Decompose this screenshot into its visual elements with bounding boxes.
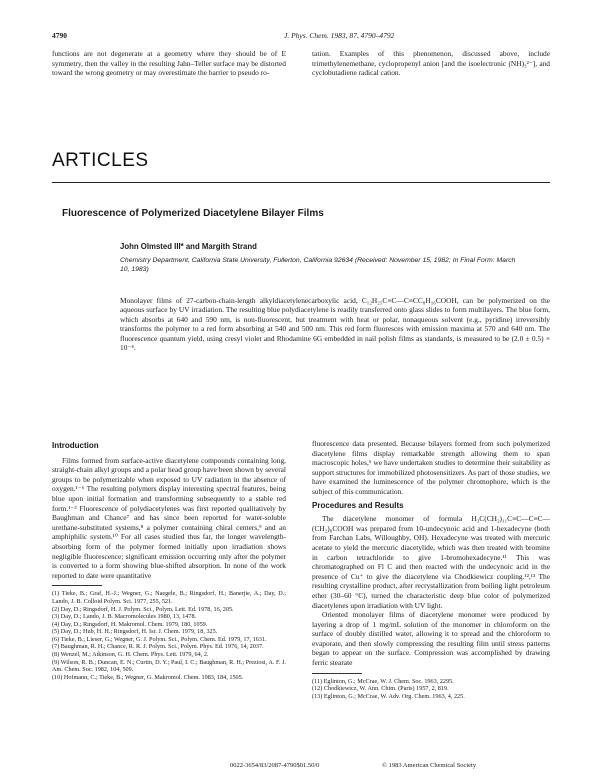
reference-item: (1) Tieke, B.; Graf, H.-J.; Wegner, G.; Naegele, B.; Ringsdorf, H.; Banerjie, A.; Day, D.; Lando, J. B. Colloid Polym. Sci. 1977, 255, 521. <box>52 590 286 605</box>
previous-article-text-right: tation. Examples of this phenomenon, discussed above, include trimethylenemethane, cyclopropenyl anion [and the isoelectronic (NH)₃²⁻], and cyclobutadiene radical cation. <box>312 49 550 78</box>
section-rule <box>52 182 550 183</box>
previous-article-left-column <box>52 49 286 78</box>
article-authors: John Olmsted III* and Margith Strand <box>120 242 257 251</box>
reference-item: (11) Eglinton, G.; McCrae, W. J. Chem. Soc. 1963, 2295. <box>312 677 454 685</box>
journal-citation: J. Phys. Chem. 1983, 87, 4790–4792 <box>284 31 395 40</box>
introduction-continuation: fluorescence data presented. Because bilayers formed from such polymerized diacetylene films display remarkable strength allowing them to span macroscopic holes,⁵ we have undertaken studies to determine their suitability as support structures for immobilized photosensitizers. As part of those studies, we have examined the luminescence of the polymer chromophore, which is the subject of this communication. <box>312 439 550 496</box>
section-label: ARTICLES <box>52 150 149 171</box>
article-affiliation: Chemistry Department, California State University, Fullerton, California 92634 (Received: November 15, 1982; In Final Form: March 10, 1983) <box>120 257 516 273</box>
reference-item: (10) Hofmann, C.; Tieke, B.; Wegner, G. Makromol. Chem. 1983, 184, 1505. <box>52 673 244 681</box>
reference-item: (9) Wilson, R. B.; Duncan, E. N.; Curtin, D. Y.; Paul, I. C.; Baughman, R. H.; Preziosi, A. F. J. Am. Chem. Soc. 1982, 104, 509. <box>52 658 286 674</box>
references-rule <box>52 585 102 586</box>
article-title: Fluorescence of Polymerized Diacetylene Bilayer Films <box>62 208 324 219</box>
procedures-paragraph-1: The diacetylene monomer of formula H₃C(CH₂)₁₁C≡C—C≡C—(CH₂)₈COOH was prepared from 10-undecynoic acid and 1-hexadecyne (both from Farchan Labs, Willoughby, OH). Hexadecyne was treated with mercuric acetate to yield the mercuric diacetylide, which was then treated with bromine in carbon tetrachloride to give 1-bromohexadecyne.¹¹ This was chromatographed on Fl C and then reacted with the undecynoic acid in the presence of Cu⁺ to give the diacetylene via Chodkiewicz coupling.¹²,¹³ The resulting crystalline product, after recrystallization from boiling light petroleum ether (30–60 °C), turned the characteristic deep blue color of polymerized diacetylenes upon irradiation with UV light. <box>312 514 550 610</box>
reference-item: (4) Day, D.; Ringsdorf, H. Makromol. Chem. 1979, 180, 1059. <box>52 620 208 628</box>
reference-item: (3) Day, D.; Lando, J. B. Macromolecules 1980, 13, 1478. <box>52 613 197 621</box>
procedures-heading: Procedures and Results <box>312 500 404 510</box>
procedures-paragraph-2: Oriented monolayer films of diacetylene monomer were produced by layering a drop of 1 mg/mL solution of the monomer in chloroform on the surface of doubly distilled water, allowing it to spread and the chloroform to evaporate, and then slowly compressing the resulting film until stress patterns began to appear on the surface. Compression was accomplished by drawing ferric stearate <box>312 610 550 668</box>
references-rule-right <box>312 673 362 674</box>
reference-item: (7) Baughman, R. H.; Chance, R. R. J. Polym. Sci., Polym. Phys. Ed. 1976, 14, 2037. <box>52 643 264 651</box>
previous-article-text-left: functions are not degenerate at a geometry where they should be of E symmetry, then the valley in the resulting Jahn–Teller surface may be distorted toward the wrong geometry or may overestimate the barrier to pseudo ro- <box>52 49 286 78</box>
references-right <box>312 678 550 701</box>
right-column <box>312 439 550 700</box>
introduction-paragraph: Films formed from surface-active diacetylene compounds containing long, straight-chain alkyl groups and a polar head group have been shown by several groups to be polymerizable when exposed to UV radiation in the absence of oxygen.¹⁻⁶ The resulting polymers display interesting spectral features, being blue upon initial formation and transforming subsequently to a stable red form.¹⁻³ Fluorescence of polydiacetylenes was first reported qualitatively by Baughman and Chance⁷ and has since been reported for water-soluble urethane-substituted systems,⁸ a polymer containing chiral centers,⁹ and an amphiphilic system.¹⁰ For all cases studied thus far, the longer wavelength-absorbing form of the polymer formed initially upon irradiation shows negligible fluorescence; significant emission occurring only after the polymer is converted to a form showing blue-shifted absorption. In none of the work reported to date were quantitative <box>52 455 286 580</box>
reference-item: (6) Tieke, B.; Lieser, G.; Wegner, G. J. Polym. Sci., Polym. Chem. Ed. 1979, 17, 1631. <box>52 635 267 643</box>
reference-item: (8) Wenzel, M.; Atkinson, G. H. Chem. Phys. Lett. 1979, 64, 2. <box>52 651 209 659</box>
reference-item: (5) Day, D.; Hub, H. H.; Ringsdorf, H. Isr. J. Chem. 1979, 18, 325. <box>52 628 218 636</box>
page-number: 4790 <box>52 31 67 40</box>
previous-article-right-column <box>312 49 550 78</box>
left-column <box>52 441 286 681</box>
copyright-notice: © 1983 American Chemical Society <box>382 762 477 769</box>
running-header <box>52 31 550 43</box>
reference-item: (13) Eglinton, G.; McCrae, W. Adv. Org. Chem. 1963, 4, 225. <box>312 692 465 700</box>
reference-item: (12) Chodkiewicz, W. Ann. Chim. (Paris) 1957, 2, 819. <box>312 685 449 693</box>
reference-item: (2) Day, D.; Ringsdorf, H. J. Polym. Sci., Polym. Lett. Ed. 1978, 16, 205. <box>52 605 234 613</box>
article-abstract: Monolayer films of 27-carbon-chain-length alkyldiacetylenecarboxylic acid, C₁₂H₂₅C≡C—C≡CC₈H₁₆COOH, can be polymerized on the aqueous surface by UV irradiation. The resulting blue polydiacetylene is readily transferred onto glass slides to form multilayers. The blue form, which absorbs at 640 and 590 nm, is non-fluorescent, but treatment with heat or polar, nonaqueous solvent (e.g., pyridine) irreversibly transforms the polymer to a red form absorbing at 540 and 500 nm. This red form fluoresces with emission maxima at 570 and 640 nm. The fluorescence quantum yield, using cresyl violet and Rhodamine 6G embedded in nail polish films as standards, is measured to be (2.0 ± 0.5) × 10⁻⁴. <box>120 296 550 353</box>
article-code: 0022-3654/83/2087-4790$01.50/0 <box>230 762 320 769</box>
introduction-heading: Introduction <box>52 441 99 450</box>
references-left <box>52 590 286 681</box>
